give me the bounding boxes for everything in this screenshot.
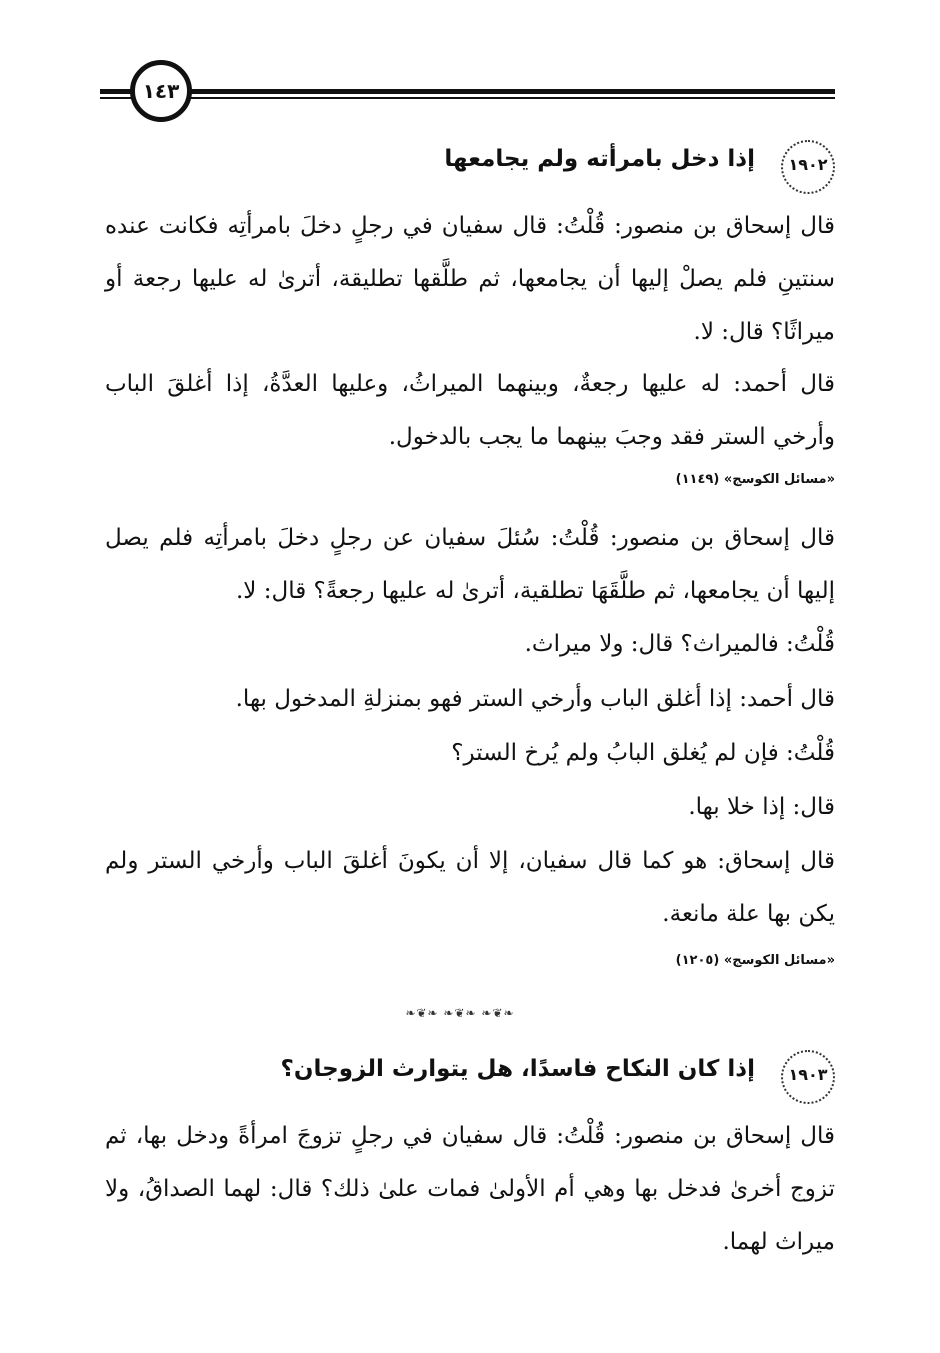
- paragraph: قال إسحاق بن منصور: قُلْتُ: قال سفيان في رجلٍ دخلَ بامرأتِه فكانت عنده سنتينِ فلم يصلْ إليها أن يجامعها، ثم طلَّقها تطليقة، أترىٰ له عليها رجعة أو ميراثًا؟ قال: لا.: [105, 213, 835, 345]
- paragraph: قال إسحاق بن منصور: قُلْتُ: قال سفيان في رجلٍ تزوجَ امرأةً ودخل بها، ثم تزوج أخرىٰ فدخل بها وهي أم الأولىٰ فمات علىٰ ذلك؟ قال: لهما الصداقُ، ولا ميراث لهما.: [105, 1123, 835, 1255]
- section-heading-1902: [100, 140, 835, 196]
- paragraph: قال أحمد: إذا أغلق الباب وأرخي الستر فهو بمنزلةِ المدخول بها.: [235, 686, 835, 712]
- page-header: [100, 58, 835, 128]
- paragraph: قال أحمد: له عليها رجعةٌ، وبينهما الميراثُ، وعليها العدَّةُ، إذا أغلقَ الباب وأرخي الستر فقد وجبَ بينهما ما يجب بالدخول.: [105, 371, 835, 450]
- paragraph: قُلْتُ: فإن لم يُغلق البابُ ولم يُرخ الستر؟: [451, 740, 835, 766]
- section-divider-ornament: ❧❦❧ ❧❦❧ ❧❦❧: [405, 1006, 515, 1020]
- section-number-badge: ١٩٠٣: [781, 1050, 835, 1104]
- section-title: إذا كان النكاح فاسدًا، هل يتوارث الزوجان؟: [280, 1056, 755, 1082]
- citation: «مسائل الكوسج» (١٢٠٥): [675, 953, 835, 968]
- section-number-badge: ١٩٠٢: [781, 140, 835, 194]
- header-rule-thin: [100, 97, 835, 99]
- paragraph: قال: إذا خلا بها.: [688, 794, 835, 820]
- section-heading-1903: [100, 1050, 835, 1106]
- paragraph: قال إسحاق: هو كما قال سفيان، إلا أن يكونَ أغلقَ الباب وأرخي الستر ولم يكن بها علة مانعة.: [105, 848, 835, 927]
- paragraph: قال إسحاق بن منصور: قُلْتُ: سُئلَ سفيان عن رجلٍ دخلَ بامرأتِه فلم يصل إليها أن يجامعها، ثم طلَّقَهَا تطلقية، أترىٰ له عليها رجعةً؟ قال: لا.: [105, 525, 835, 604]
- paragraph: قُلْتُ: فالميراث؟ قال: ولا ميراث.: [524, 631, 835, 657]
- citation: «مسائل الكوسج» (١١٤٩): [675, 472, 835, 487]
- header-rule-thick: [100, 89, 835, 94]
- page-number: ١٤٣: [130, 60, 192, 122]
- section-title: إذا دخل بامرأته ولم يجامعها: [444, 146, 755, 172]
